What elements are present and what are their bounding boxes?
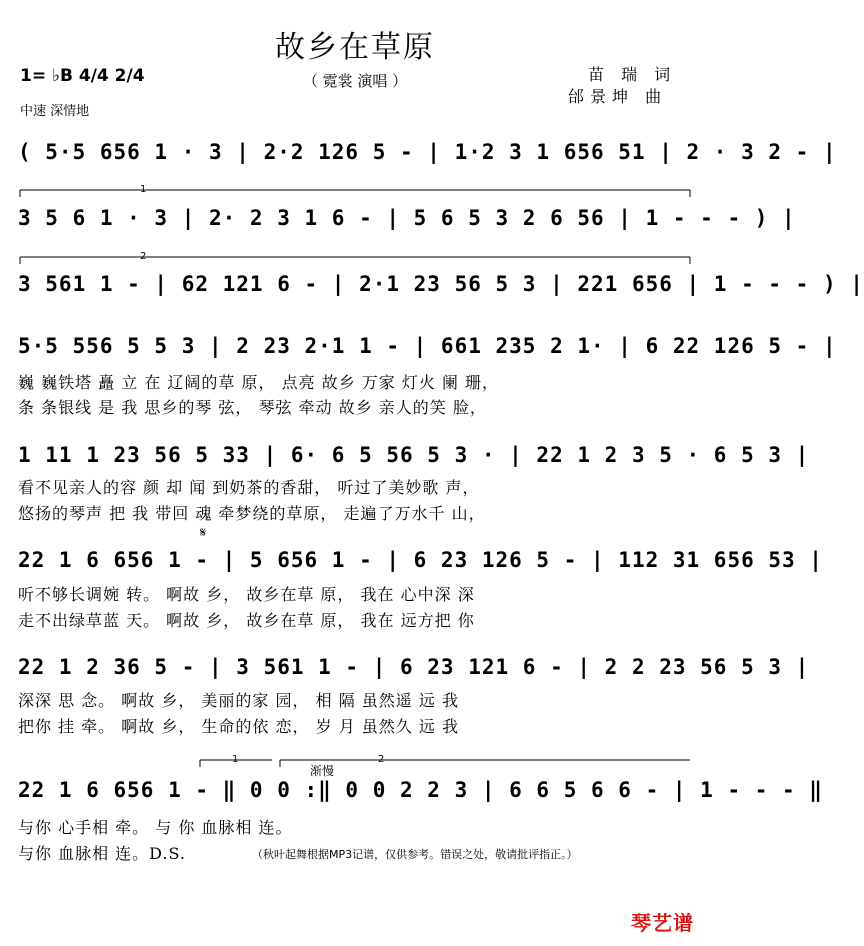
lyric-line-5: 听不够长调婉 转。 啊故 乡， 故乡在草 原， 我在 心中深 深 (18, 585, 475, 604)
song-title: 故乡在草原 (275, 30, 435, 65)
volta-2-marker: 2 (140, 251, 147, 262)
brand-logo: 琴艺谱 (631, 911, 694, 935)
lyric-line-7: 深深 思 念。 啊故 乡， 美丽的家 园， 相 隔 虽然遥 远 我 (18, 691, 459, 710)
lyric-line-8: 把你 挂 牵。 啊故 乡， 生命的依 恋， 岁 月 虽然久 远 我 (18, 717, 459, 736)
ending-2-marker: 2 (378, 754, 385, 765)
lyric-line-4: 悠扬的琴声 把 我 带回 魂 牵梦绕的草原， 走遍了万水千 山， (18, 504, 486, 523)
slowdown-marking: 渐慢 (310, 764, 335, 778)
lyric-line-3: 看不见亲人的容 颜 却 闻 到奶茶的香甜， 听过了美妙歌 声， (18, 478, 480, 497)
lyric-line-2: 条 条银线 是 我 思乡的琴 弦， 琴弦 牵动 故乡 亲人的笑 脸， (18, 398, 487, 417)
lyric-line-1: 巍 巍铁塔 矗 立 在 辽阔的草 原， 点亮 故乡 万家 灯火 阑 珊， (18, 373, 500, 392)
score-line-1: ( 5·5 656 1 · 3 | 2·2 126 5 - | 1·2 3 1 656 51 | 2 · 3 2 - | (18, 140, 837, 164)
score-line-6: 22 1 6 656 1 - | 5 656 1 - | 6 23 126 5 - | 112 31 656 53 | (18, 548, 823, 572)
lyric-line-10: 与你 血脉相 连。D.S. (18, 844, 186, 863)
lyric-line-9: 与你 心手相 牵。 与 你 血脉相 连。 (18, 818, 293, 837)
composer-credit: 邰景坤 曲 (568, 87, 668, 106)
score-line-2: 3 5 6 1 · 3 | 2· 2 3 1 6 - | 5 6 5 3 2 6 56 | 1 - - - ) | (18, 206, 796, 230)
tempo-marking: 中速 深情地 (20, 104, 90, 119)
ending-1-marker: 1 (232, 754, 239, 765)
score-line-5: 1 11 1 23 56 5 33 | 6· 6 5 56 5 3 · | 22 1 2 3 5 · 6 5 3 | (18, 443, 810, 467)
volta-1-marker: 1 (140, 184, 147, 195)
score-line-4: 5·5 556 5 5 3 | 2 23 2·1 1 - | 661 235 2 1· | 6 22 126 5 - | (18, 334, 837, 358)
singer-credit: （ 霓裳 演唱 ） (302, 72, 408, 90)
score-line-3: 3 561 1 - | 62 121 6 - | 2·1 23 56 5 3 | 221 656 | 1 - - - ) | (18, 272, 864, 296)
score-line-8: 22 1 6 656 1 - ‖ 0 0 :‖ 0 0 2 2 3 | 6 6 5 6 6 - | 1 - - - ‖ (18, 778, 823, 802)
lyric-line-6: 走不出绿草蓝 天。 啊故 乡， 故乡在草 原， 我在 远方把 你 (18, 611, 475, 630)
segno-sign: 𝄋 (200, 525, 207, 541)
key-time-signature: 1= ♭B 4/4 2/4 (20, 66, 145, 86)
score-line-7: 22 1 2 36 5 - | 3 561 1 - | 6 23 121 6 - | 2 2 23 56 5 3 | (18, 655, 810, 679)
lyricist-credit: 苗 瑞 词 (588, 65, 677, 84)
transcriber-note: （秋叶起舞根据MP3记谱，仅供参考。错误之处，敬请批评指正。） (252, 848, 578, 861)
